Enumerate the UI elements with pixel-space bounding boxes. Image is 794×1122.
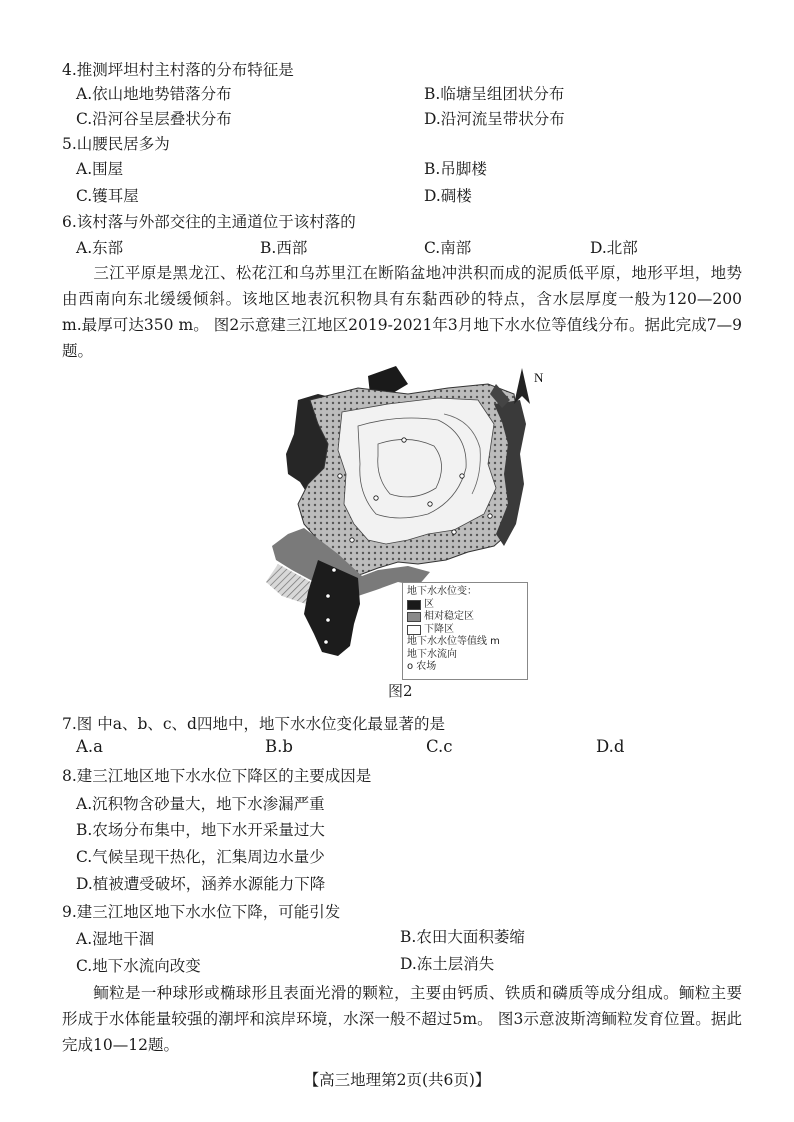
question-8-stem: 8.建三江地区地下水水位下降区的主要成因是: [62, 767, 372, 785]
q6-option-b[interactable]: B.西部: [260, 239, 308, 257]
q5-option-b[interactable]: B.吊脚楼: [424, 160, 487, 178]
map-legend: [402, 582, 528, 680]
north-label: N: [534, 370, 544, 385]
legend-row-3: [407, 624, 523, 637]
q9-option-b[interactable]: B.农田大面积萎缩: [400, 928, 525, 946]
q8-option-a[interactable]: A.沉积物含砂量大，地下水渗漏严重: [76, 795, 325, 813]
q8-option-d[interactable]: D.植被遭受破坏，涵养水源能力下降: [76, 875, 326, 893]
legend-text-2: 相对稳定区: [424, 611, 474, 622]
question-4-stem: 4.推测坪坦村主村落的分布特征是: [62, 61, 294, 79]
q4-option-c[interactable]: C.沿河谷呈层叠状分布: [76, 110, 232, 128]
q5-option-c[interactable]: C.镬耳屋: [76, 187, 139, 205]
passage-ooids: [62, 980, 742, 1058]
q6-option-c[interactable]: C.南部: [424, 239, 472, 257]
figure-caption: 图2: [388, 682, 413, 700]
passage-sanjiang-text: 三江平原是黑龙江、松花江和乌苏里江在断陷盆地冲洪积而成的泥质低平原，地形平坦，地势由西南向东北缓缓倾斜。该地区地表沉积物具有东黏西砂的特点，含水层厚度一般为120—200 m.最厚可达350 m。 图2示意建三江地区2019-2021年3月地下水水位等值线分布。据此完成7—9题。: [62, 264, 758, 360]
q4-option-a[interactable]: A.依山地地势错落分布: [76, 85, 232, 103]
question-6-stem: 6.该村落与外部交往的主通道位于该村落的: [62, 213, 356, 231]
legend-row-6: [407, 661, 523, 674]
legend-text-3: 下降区: [424, 623, 454, 635]
legend-row-1: [407, 599, 523, 612]
legend-row-2: [407, 611, 523, 624]
legend-swatch-stable: [407, 612, 421, 622]
legend-text-6: o 农场: [407, 661, 437, 672]
q8-option-b[interactable]: B.农场分布集中，地下水开采量过大: [76, 821, 325, 839]
legend-text-5: 地下水流向: [407, 648, 457, 660]
legend-text-4: 地下水水位等值线 m: [407, 636, 500, 647]
q7-option-b[interactable]: B.b: [265, 737, 293, 756]
question-5-stem: 5.山腰民居多为: [62, 135, 170, 153]
q9-option-d[interactable]: D.冻土层消失: [400, 955, 495, 973]
legend-row-4: [407, 636, 523, 649]
q9-option-c[interactable]: C.地下水流向改变: [76, 957, 201, 975]
q7-option-c[interactable]: C.c: [426, 737, 453, 756]
q6-option-a[interactable]: A.东部: [76, 239, 124, 257]
q6-option-d[interactable]: D.北部: [590, 239, 638, 257]
q7-option-d[interactable]: D.d: [596, 737, 625, 756]
q4-option-b[interactable]: B.临塘呈组团状分布: [424, 85, 565, 103]
legend-row-5: [407, 649, 523, 662]
page-footer: 【高三地理第2页(共6页)】: [303, 1071, 491, 1089]
passage-sanjiang: [62, 260, 758, 364]
q7-option-a[interactable]: A.a: [76, 737, 103, 756]
legend-text-1: 区: [424, 598, 434, 610]
passage-ooids-text: 鲕粒是一种球形或椭球形且表面光滑的颗粒，主要由钙质、铁质和磷质等成分组成。鲕粒主要形成于水体能量较强的潮坪和滨岸环境，水深一般不超过5m。 图3示意波斯湾鲕粒发育位置。据此完成10—12题。: [62, 984, 742, 1054]
question-9-stem: 9.建三江地区地下水水位下降，可能引发: [62, 903, 341, 921]
q8-option-c[interactable]: C.气候呈现干热化，汇集周边水量少: [76, 848, 325, 866]
q5-option-d[interactable]: D.碉楼: [424, 187, 472, 205]
question-7-stem: 7.图 中a、b、c、d四地中，地下水水位变化最显著的是: [62, 715, 445, 733]
legend-swatch-dark: [407, 600, 421, 610]
legend-title: 地下水水位变：: [407, 586, 477, 597]
q9-option-a[interactable]: A.湿地干涸: [76, 930, 155, 948]
legend-swatch-decline: [407, 625, 421, 635]
q5-option-a[interactable]: A.围屋: [76, 160, 124, 178]
q4-option-d[interactable]: D.沿河流呈带状分布: [424, 110, 565, 128]
